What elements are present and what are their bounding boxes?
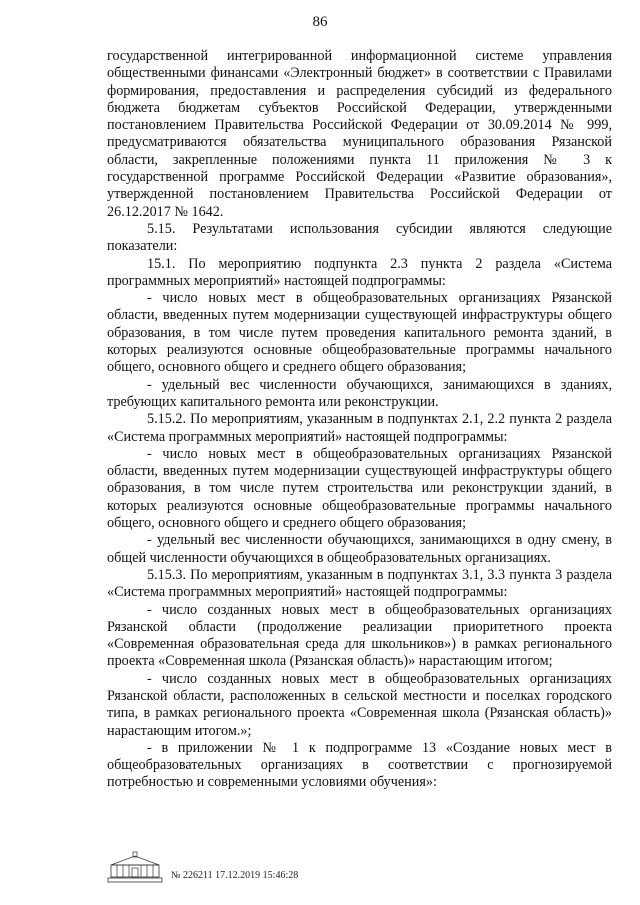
paragraph: - число новых мест в общеобразовательных организациях Рязанской области, введенных путем модернизации существующей инфраструктуры общего образования, в том числе путем строительства или реконструкции зданий, в которых реализуются основные общеобразовательные программы начального общего, основного общего и среднего общего образования; — [107, 445, 612, 532]
paragraph: - удельный вес численности обучающихся, занимающихся в зданиях, требующих капитального ремонта или реконструкции. — [107, 376, 612, 410]
paragraph: - число созданных новых мест в общеобразовательных организациях Рязанской области, расположенных в сельской местности и поселках городского типа, в рамках регионального проекта «Современная школа (Рязанская область)» нарастающим итогом.»; — [107, 670, 612, 739]
paragraph: 5.15.3. По мероприятиям, указанным в подпунктах 3.1, 3.3 пункта 3 раздела «Система программных мероприятий» настоящей подпрограммы: — [107, 566, 612, 601]
paragraph: 15.1. По мероприятию подпункта 2.3 пункта 2 раздела «Система программных мероприятий» настоящей подпрограммы: — [107, 255, 612, 289]
paragraph: - в приложении № 1 к подпрограмме 13 «Создание новых мест в общеобразовательных организациях в соответствии с прогнозируемой потребностью и современными условиями обучения»: — [107, 739, 612, 791]
paragraph: государственной интегрированной информационной системе управления общественными финансами «Электронный бюджет» в соответствии с Правилами формирования, предоставления и распределения субсидий из федерального бюджета бюджетам субъектов Российской Федерации, утвержденными постановлением Правительства Российской Федерации от 30.09.2014 № 999, предусматриваются обязательства муниципального образования Рязанской области, закрепленные положениями пункта 11 приложения № 3 к государственной программе Российской Федерации «Развитие образования», утвержденной постановлением Правительства Российской Федерации от 26.12.2017 № 1642. — [107, 48, 612, 220]
government-emblem-icon — [107, 851, 163, 883]
paragraph: 5.15. Результатами использования субсидии являются следующие показатели: — [107, 220, 612, 255]
page-number: 86 — [312, 14, 328, 30]
paragraph: - число созданных новых мест в общеобразовательных организациях Рязанской области (продолжение реализации приоритетного проекта «Современная образовательная среда для школьников») в рамках регионального проекта «Современная школа (Рязанская область)» нарастающим итогом; — [107, 601, 612, 670]
paragraph: - число новых мест в общеобразовательных организациях Рязанской области, введенных путем модернизации существующей инфраструктуры общего образования, в том числе путем проведения капитального ремонта зданий, в которых реализуются основные общеобразовательные программы начального общего, основного общего и среднего общего образования; — [107, 290, 612, 376]
paragraph: 5.15.2. По мероприятиям, указанным в подпунктах 2.1, 2.2 пункта 2 раздела «Система программных мероприятий» настоящей подпрограммы: — [107, 411, 612, 445]
paragraph: - удельный вес численности обучающихся, занимающихся в одну смену, в общей численности обучающихся в общеобразовательных организациях. — [107, 532, 612, 566]
document-body — [107, 48, 612, 792]
document-footer — [107, 851, 407, 891]
registration-stamp: № 226211 17.12.2019 15:46:28 — [171, 870, 299, 881]
